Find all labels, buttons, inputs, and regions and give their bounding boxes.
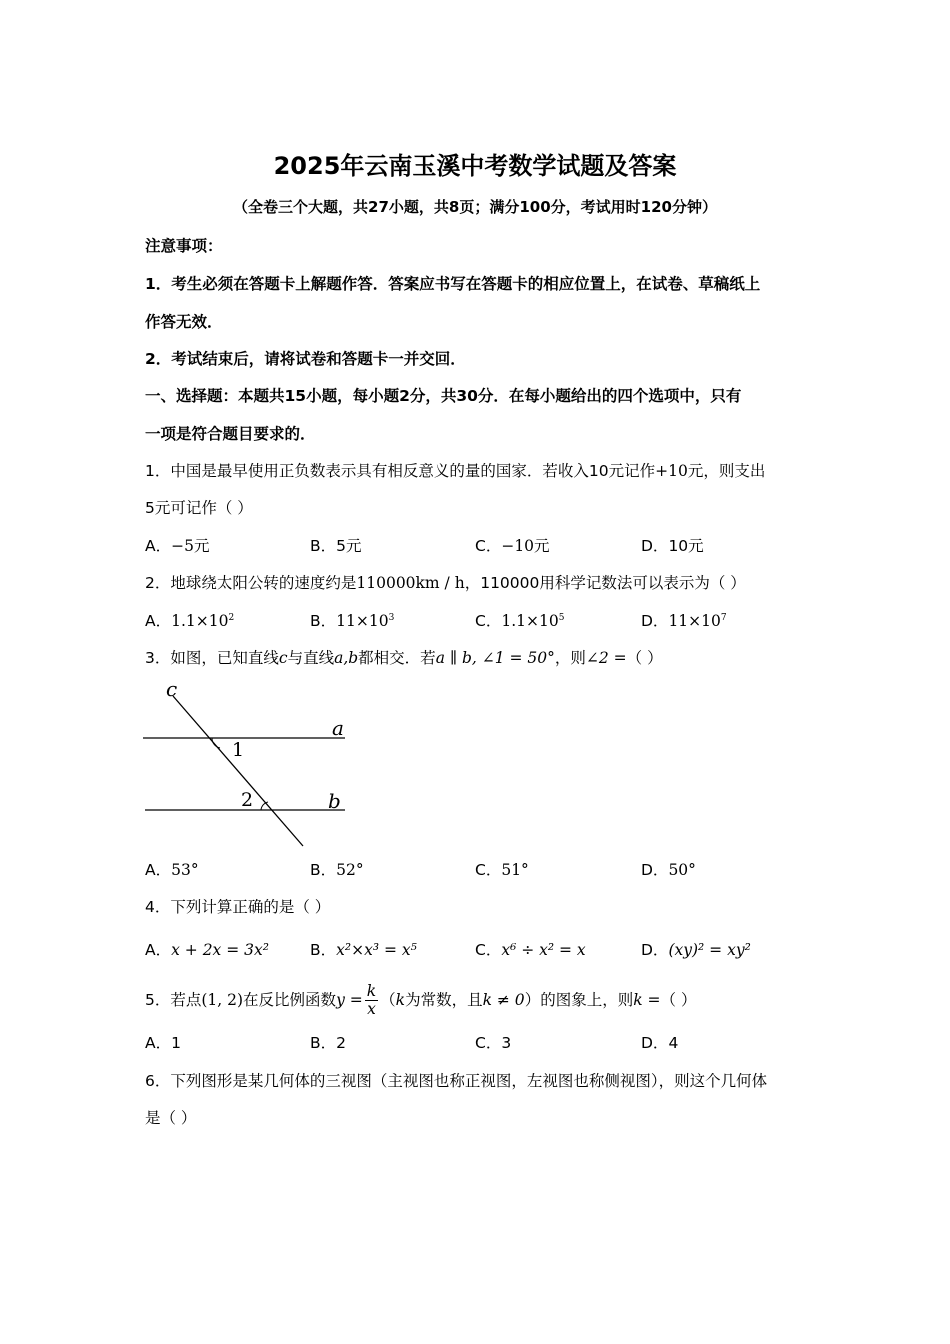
question-2-options <box>145 609 815 633</box>
option-a[interactable]: A．1 <box>145 1034 181 1052</box>
notice-heading: 注意事项： <box>145 237 223 255</box>
option-a[interactable]: A．x + 2x = 3x² <box>145 941 269 959</box>
option-c[interactable]: C．51° <box>475 861 529 879</box>
question-4-options <box>145 938 815 962</box>
question-1 <box>145 459 815 481</box>
question-4: 4．下列计算正确的是（ ） <box>145 898 331 916</box>
label-b: b <box>328 789 341 813</box>
question-6-cont: 是（ ） <box>145 1109 197 1127</box>
fraction-k-over-x: $\frac{k}{x}$ <box>366 981 377 1018</box>
option-c[interactable]: C．x⁶ ÷ x² = x <box>475 941 586 959</box>
line-c <box>173 696 303 846</box>
label-2: 2 <box>241 789 254 811</box>
option-a[interactable]: A．53° <box>145 861 199 879</box>
page-subtitle: （全卷三个大题，共27小题，共8页；满分100分，考试用时120分钟） <box>233 198 717 216</box>
question-text: 1．中国是最早使用正负数表示具有相反意义的量的国家．若收入10元记作 <box>145 462 656 480</box>
option-d[interactable]: D．10元 <box>641 537 704 555</box>
section-1-heading: 一、选择题：本题共15小题，每小题2分，共30分．在每小题给出的四个选项中，只有 <box>145 387 742 405</box>
option-a[interactable]: A．−5元 <box>145 537 210 555</box>
option-b[interactable]: B．x²×x³ = x⁵ <box>310 941 417 959</box>
question-1-options <box>145 534 815 558</box>
label-1: 1 <box>232 739 245 761</box>
option-b[interactable]: B．52° <box>310 861 364 879</box>
section-1-heading-cont: 一项是符合题目要求的． <box>145 425 316 443</box>
question-2: 2．地球绕太阳公转的速度约是110000km / h，110000用科学记数法可以表示为（ ） <box>145 574 746 592</box>
angle-2-arc <box>261 802 268 810</box>
question-3-options <box>145 858 815 882</box>
option-c[interactable]: C．−10元 <box>475 537 550 555</box>
notice-item-1-cont: 作答无效． <box>145 313 223 331</box>
parallel-lines-figure <box>140 678 360 850</box>
math-expression: 110000km / h <box>356 574 465 592</box>
math-expression: +10 <box>655 462 688 480</box>
option-c[interactable]: C．$1.1\times 10^5$ <box>475 612 565 630</box>
label-a: a <box>332 716 344 740</box>
option-a[interactable]: A．$1.1\times 10^2$ <box>145 612 235 630</box>
angle-1-arc <box>212 738 220 748</box>
question-3: 3．如图，已知直线c与直线a,b都相交．若a ∥ b, ∠1 = 50°，则∠2 =（ ） <box>145 649 663 667</box>
question-5-options <box>145 1031 815 1055</box>
question-5: 5．若点(1, 2)在反比例函数y = $\frac{k}{x}$ （k为常数，且k ≠ 0）的图象上，则k =（ ） <box>145 981 697 1018</box>
option-b[interactable]: B．$11\times 10^3$ <box>310 612 395 630</box>
question-1-cont: 5元可记作（ ） <box>145 499 253 517</box>
notice-item-2: 2．考试结束后，请将试卷和答题卡一并交回． <box>145 350 466 368</box>
option-c[interactable]: C．3 <box>475 1034 512 1052</box>
option-d[interactable]: D．4 <box>641 1034 679 1052</box>
page-title: 2025年云南玉溪中考数学试题及答案 <box>273 152 677 180</box>
label-c: c <box>166 678 178 701</box>
option-d[interactable]: D．50° <box>641 861 696 879</box>
option-d[interactable]: D．$11\times 10^7$ <box>641 612 727 630</box>
option-b[interactable]: B．5元 <box>310 537 362 555</box>
option-b[interactable]: B．2 <box>310 1034 347 1052</box>
question-6: 6．下列图形是某几何体的三视图（主视图也称正视图，左视图也称侧视图），则这个几何体 <box>145 1072 768 1090</box>
question-text: 元，则支出 <box>687 462 766 480</box>
option-d[interactable]: D．(xy)² = xy² <box>641 941 751 959</box>
notice-item-1: 1．考生必须在答题卡上解题作答．答案应书写在答题卡的相应位置上，在试卷、草稿纸上 <box>145 275 761 293</box>
